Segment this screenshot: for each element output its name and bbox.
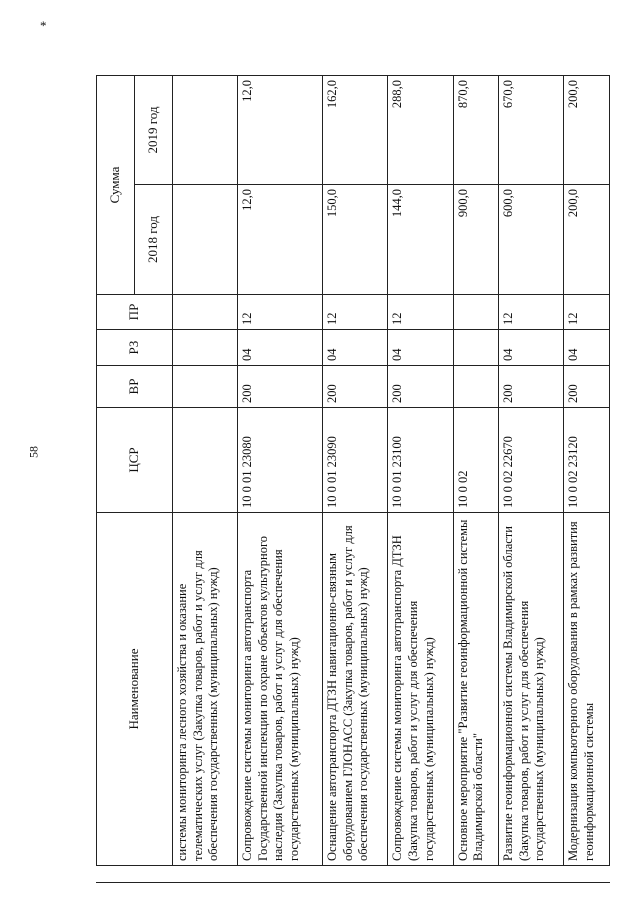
row-pr: [173, 295, 238, 330]
row-csr: 10 0 02: [453, 408, 499, 513]
row-name: Оснащение автотранспорта ДТЗН навигационно-связным оборудованием ГЛОНАСС (Закупка товаров, работ и услуг для обеспечения государственных (муниципальных) нужд): [323, 513, 388, 866]
row-rz: 04: [323, 330, 388, 366]
row-pr: 12: [238, 295, 323, 330]
row-rz: [453, 330, 499, 366]
row-vr: 200: [499, 366, 564, 408]
row-csr: 10 0 01 23100: [388, 408, 453, 513]
row-rz: 04: [388, 330, 453, 366]
row-name: Сопровождение системы мониторинга автотранспорта Государственной инспекции по охране объектов культурного наследия (Закупка товаров, работ и услуг для обеспечения государственных (муниципальных) нужд): [238, 513, 323, 866]
row-pr: 12: [388, 295, 453, 330]
row-vr: 200: [323, 366, 388, 408]
row-name: системы мониторинга лесного хозяйства и оказание телематических услуг (Закупка товаров, работ и услуг для обеспечения государственных (муниципальных) нужд): [173, 513, 238, 866]
header-2018: 2018 год: [135, 185, 173, 295]
row-name: Развитие геоинформационной системы Владимирской области (Закупка товаров, работ и услуг для обеспечения государственных (муниципальных) нужд): [499, 513, 564, 866]
table-row: [564, 76, 610, 866]
row-vr: 200: [564, 366, 610, 408]
budget-table-container: [96, 76, 610, 866]
row-csr: [173, 408, 238, 513]
row-rz: [173, 330, 238, 366]
row-csr: 10 0 02 22670: [499, 408, 564, 513]
row-2019: 200,0: [564, 76, 610, 185]
header-2019: 2019 год: [135, 76, 173, 185]
row-rz: 04: [499, 330, 564, 366]
budget-table: [96, 75, 610, 866]
header-vr: ВР: [97, 366, 173, 408]
row-2018: 600,0: [499, 185, 564, 295]
row-2018: 12,0: [238, 185, 323, 295]
row-2018: [173, 185, 238, 295]
header-name: Наименование: [97, 513, 173, 866]
row-pr: 12: [499, 295, 564, 330]
header-sum: Сумма: [97, 76, 135, 295]
row-name: Сопровождение системы мониторинга автотранспорта ДТЗН (Закупка товаров, работ и услуг для обеспечения государственных (муниципальных) нужд): [388, 513, 453, 866]
row-2018: 144,0: [388, 185, 453, 295]
row-2019: [173, 76, 238, 185]
row-vr: 200: [238, 366, 323, 408]
row-vr: [173, 366, 238, 408]
row-rz: 04: [564, 330, 610, 366]
row-2018: 200,0: [564, 185, 610, 295]
row-2018: 900,0: [453, 185, 499, 295]
table-row: [238, 76, 323, 866]
row-pr: 12: [564, 295, 610, 330]
row-csr: 10 0 02 23120: [564, 408, 610, 513]
header-pr: ПР: [97, 295, 173, 330]
row-2018: 150,0: [323, 185, 388, 295]
row-vr: 200: [388, 366, 453, 408]
header-csr: ЦСР: [97, 408, 173, 513]
row-name: Модернизация компьютерного оборудования в рамках развития геоинформационной системы: [564, 513, 610, 866]
row-csr: 10 0 01 23090: [323, 408, 388, 513]
row-rz: 04: [238, 330, 323, 366]
table-row: [388, 76, 453, 866]
row-pr: 12: [323, 295, 388, 330]
row-vr: [453, 366, 499, 408]
row-2019: 12,0: [238, 76, 323, 185]
page-number: 58: [26, 446, 41, 458]
row-name: Основное мероприятие "Развитие геоинформационной системы Владимирской области": [453, 513, 499, 866]
bottom-rule: [96, 882, 610, 883]
table-row: [453, 76, 499, 866]
table-row: [173, 76, 238, 866]
row-2019: 870,0: [453, 76, 499, 185]
row-csr: 10 0 01 23080: [238, 408, 323, 513]
row-2019: 162,0: [323, 76, 388, 185]
page-mark: *: [40, 18, 47, 33]
row-2019: 288,0: [388, 76, 453, 185]
row-pr: [453, 295, 499, 330]
table-row: [323, 76, 388, 866]
row-2019: 670,0: [499, 76, 564, 185]
header-rz: РЗ: [97, 330, 173, 366]
table-row: [499, 76, 564, 866]
